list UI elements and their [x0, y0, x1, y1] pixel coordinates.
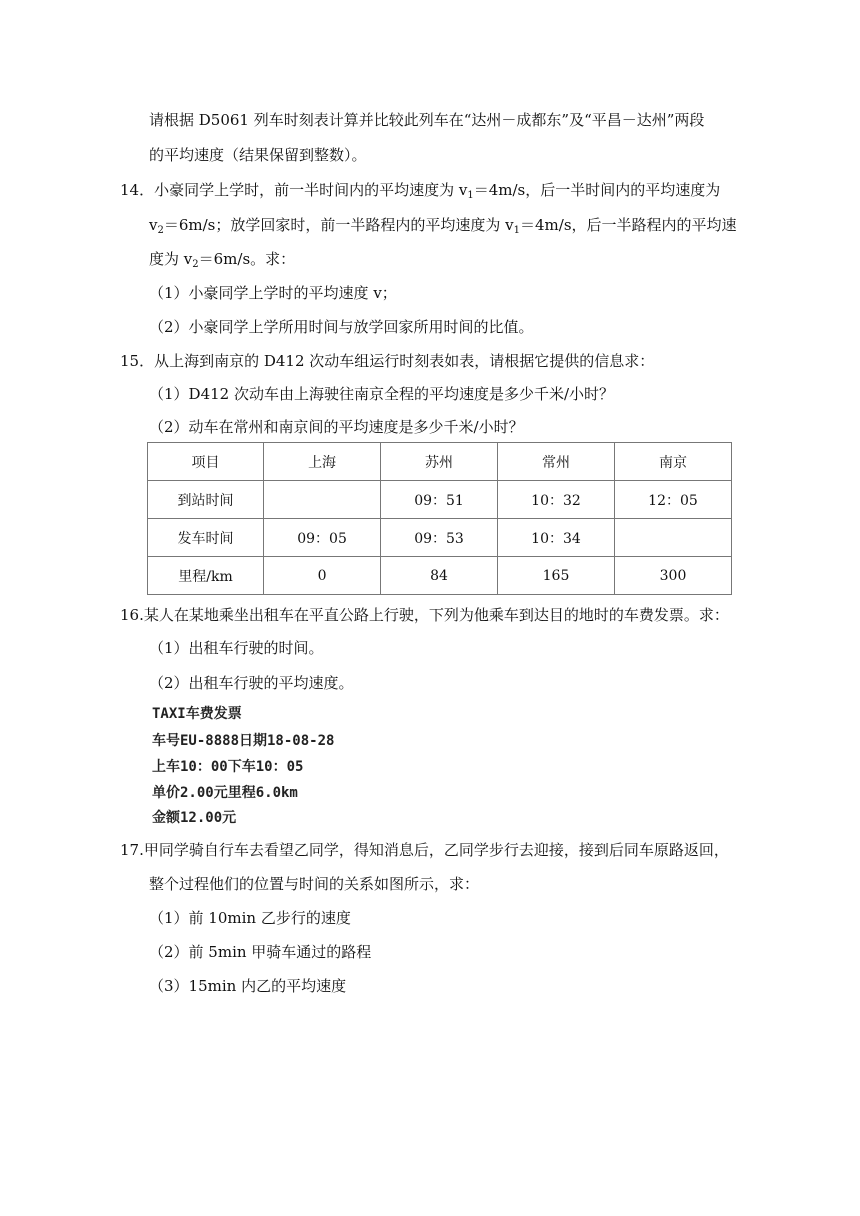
q14-sub1: （1）小豪同学上学时的平均速度 v； — [149, 284, 397, 302]
q15-sub1: （1）D412 次动车由上海驶往南京全程的平均速度是多少千米/小时？ — [149, 385, 615, 403]
table-header-cell: 常州 — [498, 443, 615, 481]
taxi-receipt-line: 上车10：00下车10：05 — [152, 759, 304, 775]
table-cell: 到站时间 — [148, 481, 264, 519]
q14-line1: 14．小豪同学上学时，前一半时间内的平均速度为 $v_1=4m/s$，后一半时间内的平均速度为 — [120, 181, 721, 201]
table-row — [148, 481, 732, 519]
table-row — [148, 557, 732, 595]
table-cell: 84 — [381, 557, 498, 595]
table-cell: 300 — [614, 557, 731, 595]
table-cell: 12：05 — [614, 481, 731, 519]
timetable — [147, 442, 732, 595]
q17-sub1: （1）前 10min 乙步行的速度 — [149, 909, 351, 927]
table-header-cell: 苏州 — [381, 443, 498, 481]
q16-sub1: （1）出租车行驶的时间。 — [149, 639, 324, 657]
table-cell: 发车时间 — [148, 519, 264, 557]
q13-text-line2: 的平均速度（结果保留到整数）。 — [149, 146, 367, 164]
table-cell: 0 — [264, 557, 381, 595]
q17-sub2: （2）前 5min 甲骑车通过的路程 — [149, 943, 372, 961]
q16-sub2: （2）出租车行驶的平均速度。 — [149, 674, 354, 692]
taxi-receipt-line: 金额12.00元 — [152, 810, 237, 826]
table-cell — [614, 519, 731, 557]
q15-sub2: （2）动车在常州和南京间的平均速度是多少千米/小时？ — [149, 418, 524, 436]
table-header-cell: 南京 — [614, 443, 731, 481]
q17-sub3: （3）15min 内乙的平均速度 — [149, 977, 347, 995]
table-cell: 09：51 — [381, 481, 498, 519]
table-cell: 10：32 — [498, 481, 615, 519]
question-number: 17. — [120, 841, 144, 859]
question-number: 16. — [120, 606, 144, 624]
table-cell: 09：05 — [264, 519, 381, 557]
q14-line3: 度为 $v_2=6m/s$。求： — [149, 250, 296, 270]
taxi-receipt-title: TAXI车费发票 — [152, 706, 242, 722]
table-cell — [264, 481, 381, 519]
q14-line2: $v_2=6m/s$；放学回家时，前一半路程内的平均速度为 $v_1=4m/s$，后一半路程内的平均速 — [149, 216, 737, 236]
q13-text-line1: 请根据 D5061 列车时刻表计算并比较此列车在“达州－成都东”及“平昌－达州”两段 — [149, 111, 705, 129]
table-row — [148, 519, 732, 557]
q16-line1: 16.某人在某地乘坐出租车在平直公路上行驶，下列为他乘车到达目的地时的车费发票。求： — [120, 606, 729, 624]
q14-sub2: （2）小豪同学上学所用时间与放学回家所用时间的比值。 — [149, 318, 534, 336]
table-header-cell: 项目 — [148, 443, 264, 481]
taxi-receipt-line: 单价2.00元里程6.0km — [152, 785, 298, 801]
table-cell: 里程/km — [148, 557, 264, 595]
taxi-receipt-line: 车号EU-8888日期18-08-28 — [152, 733, 335, 749]
table-cell: 09：53 — [381, 519, 498, 557]
table-header-cell: 上海 — [264, 443, 381, 481]
question-number: 15． — [120, 352, 155, 370]
q17-line2: 整个过程他们的位置与时间的关系如图所示，求： — [149, 875, 480, 893]
q17-line1: 17.甲同学骑自行车去看望乙同学，得知消息后，乙同学步行去迎接，接到后同车原路返回， — [120, 841, 729, 859]
table-header-row — [148, 443, 732, 481]
q15-line1: 15．从上海到南京的 D412 次动车组运行时刻表如表，请根据它提供的信息求： — [120, 352, 655, 370]
table-cell: 165 — [498, 557, 615, 595]
table-cell: 10：34 — [498, 519, 615, 557]
question-number: 14． — [120, 181, 155, 199]
